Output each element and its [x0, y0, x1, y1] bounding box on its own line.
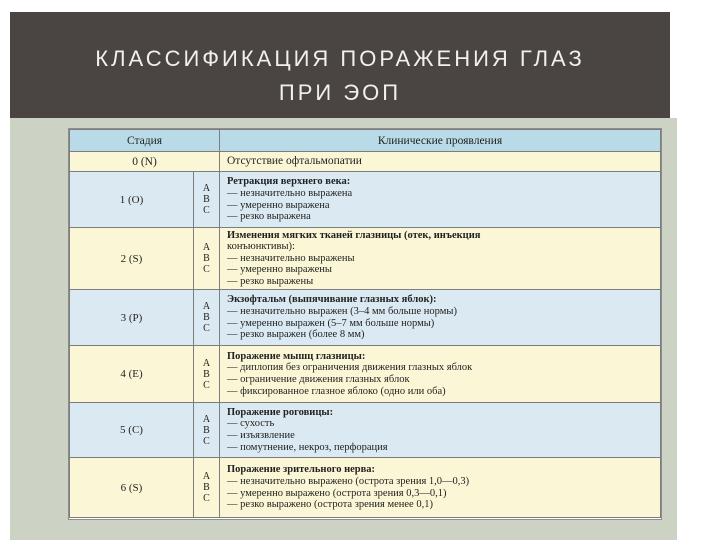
manifestation-heading: Изменения мягких тканей глазницы (отек, инъекция [227, 229, 481, 241]
table-row [70, 403, 661, 458]
severity-letters-cell [194, 346, 220, 403]
table-row [70, 228, 661, 290]
manifestation-heading-cont: конъюнктивы): [227, 241, 295, 253]
severity-letter: B [203, 482, 210, 493]
manifestation-cell [220, 228, 661, 290]
severity-letter: C [203, 379, 210, 391]
manifestation-line: — помутнение, некроз, перфорация [227, 441, 388, 453]
severity-letter: C [203, 205, 210, 216]
manifestation-line: — умеренно выражены [227, 264, 332, 276]
severity-letter: B [203, 424, 210, 436]
stage-cell: 3 (P) [70, 290, 194, 346]
table-row [70, 172, 661, 228]
table-row [70, 346, 661, 403]
manifestation-line: — сухость [227, 418, 275, 430]
classification-table [68, 128, 662, 520]
table-row [70, 152, 661, 172]
manifestation-cell [220, 458, 661, 518]
manifestation-line: — незначительно выражен (3–4 мм больше нормы) [227, 305, 457, 317]
manifestation-cell [220, 290, 661, 346]
severity-letter: B [203, 312, 210, 323]
table-header-row [70, 130, 661, 152]
manifestation-cell [220, 403, 661, 458]
severity-letter: A [202, 301, 211, 312]
severity-letter: B [203, 194, 210, 205]
manifestation-line: — диплопия без ограничения движения глазных яблок [227, 362, 473, 374]
manifestation-line: — резко выражен (более 8 мм) [227, 329, 365, 341]
manifestation-heading: Поражение роговицы: [227, 406, 334, 418]
severity-letters-cell [194, 458, 220, 518]
stage-cell: 1 (O) [70, 172, 194, 228]
manifestation-line: — изъязвление [227, 430, 295, 441]
severity-letter: C [203, 323, 210, 334]
table-row [70, 290, 661, 346]
severity-letter: B [203, 253, 210, 264]
severity-letter: B [203, 368, 210, 380]
manifestation-line: — незначительно выражена [227, 187, 353, 199]
severity-letters-cell [194, 290, 220, 346]
severity-letter: A [202, 242, 211, 253]
manifestation-cell: Отсутствие офтальмопатии [220, 152, 661, 172]
slide-title-line1: КЛАССИФИКАЦИЯ ПОРАЖЕНИЯ ГЛАЗ [95, 46, 585, 71]
severity-letter: A [202, 357, 211, 369]
severity-letter: A [202, 183, 211, 194]
header-stage: Стадия [70, 130, 220, 152]
severity-letters-cell [194, 228, 220, 290]
manifestation-heading: Ретракция верхнего века: [227, 176, 351, 188]
table-row [70, 458, 661, 518]
manifestation-line: — ограничение движения глазных яблок [227, 374, 410, 385]
severity-letter: A [202, 471, 211, 482]
stage-cell: 4 (E) [70, 346, 194, 403]
manifestation-line: — умеренно выражена [227, 199, 330, 211]
manifestation-line: — умеренно выражено (острота зрения 0,3—0,1) [227, 487, 447, 499]
slide-title-line2: ПРИ ЭОП [278, 80, 402, 105]
stage-cell: 5 (C) [70, 403, 194, 458]
manifestation-line: — незначительно выражено (острота зрения 1,0—0,3) [227, 475, 470, 487]
severity-letter: A [202, 413, 211, 425]
manifestation-cell [220, 346, 661, 403]
manifestation-line: — умеренно выражен (5–7 мм больше нормы) [227, 317, 435, 329]
severity-letter: C [203, 264, 210, 275]
manifestation-line: — фиксированное глазное яблоко (одно или оба) [227, 385, 446, 397]
header-manifestations: Клинические проявления [220, 130, 661, 152]
manifestation-line: — резко выражены [227, 275, 314, 287]
manifestation-line: — резко выражена [227, 211, 311, 223]
stage-cell: 6 (S) [70, 458, 194, 518]
stage-cell: 0 (N) [70, 152, 220, 172]
manifestation-heading: Поражение зрительного нерва: [227, 464, 376, 476]
slide-title [10, 42, 670, 110]
manifestation-heading: Поражение мышц глазницы: [227, 350, 366, 362]
manifestation-cell [220, 172, 661, 228]
title-bar [10, 12, 670, 118]
severity-letters-cell [194, 172, 220, 228]
manifestation-line: — резко выражено (острота зрения менее 0,1) [227, 499, 433, 511]
manifestation-heading: Экзофтальм (выпячивание глазных яблок): [227, 294, 437, 306]
severity-letter: C [203, 435, 210, 447]
manifestation-line: — незначительно выражены [227, 252, 355, 264]
stage-cell: 2 (S) [70, 228, 194, 290]
severity-letter: C [203, 493, 210, 504]
severity-letters-cell [194, 403, 220, 458]
